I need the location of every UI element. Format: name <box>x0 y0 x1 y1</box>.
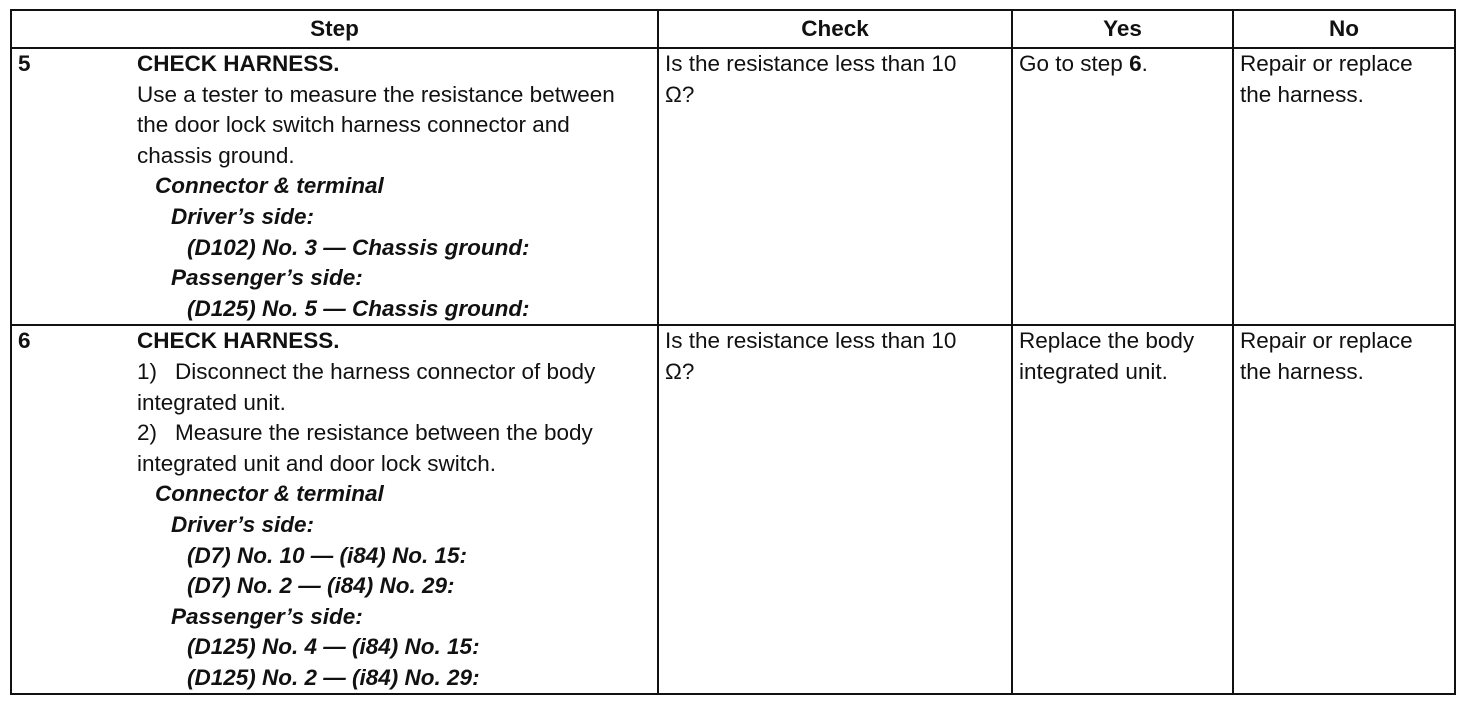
check-cell <box>658 48 1012 325</box>
step-title: CHECK HARNESS. <box>137 51 340 76</box>
no-cell <box>1233 325 1455 694</box>
no-text: the harness. <box>1240 358 1364 384</box>
no-cell <box>1233 48 1455 325</box>
step-number: 6 <box>18 328 31 354</box>
check-cell <box>658 325 1012 694</box>
substep-1: 1) Disconnect the harness connector of body <box>137 358 596 384</box>
substep-1-cont: integrated unit. <box>137 389 286 415</box>
header-step: Step <box>11 10 658 48</box>
driver-side-label: Driver’s side: <box>171 203 314 229</box>
step-text: chassis ground. <box>137 142 295 168</box>
check-text: Ω? <box>665 358 695 384</box>
yes-cell <box>1012 325 1233 694</box>
terminal-spec: (D125) No. 5 — Chassis ground: <box>187 295 530 321</box>
table-row-step-6 <box>11 325 1455 694</box>
substep-2: 2) Measure the resistance between the body <box>137 420 593 446</box>
step-number: 5 <box>18 51 31 76</box>
check-text: Is the resistance less than 10 <box>665 328 957 354</box>
terminal-spec: (D125) No. 4 — (i84) No. 15: <box>187 634 480 660</box>
diagnostic-table <box>10 9 1456 695</box>
step-title: CHECK HARNESS. <box>137 328 340 354</box>
step-text: Use a tester to measure the resistance between <box>137 81 615 107</box>
check-text: Ω? <box>665 81 695 107</box>
yes-text: Replace the body <box>1019 328 1195 354</box>
no-text: the harness. <box>1240 81 1364 107</box>
yes-text: Go to step 6. <box>1019 51 1148 76</box>
step-cell <box>11 325 658 694</box>
passenger-side-label: Passenger’s side: <box>171 603 363 629</box>
terminal-spec: (D7) No. 2 — (i84) No. 29: <box>187 573 455 599</box>
header-no: No <box>1233 10 1455 48</box>
header-yes: Yes <box>1012 10 1233 48</box>
passenger-side-label: Passenger’s side: <box>171 265 363 291</box>
connector-heading: Connector & terminal <box>155 173 384 199</box>
connector-heading: Connector & terminal <box>155 481 384 507</box>
step-reference: 6 <box>1129 51 1142 76</box>
check-text: Is the resistance less than 10 <box>665 51 957 76</box>
yes-cell <box>1012 48 1233 325</box>
no-text: Repair or replace <box>1240 328 1413 354</box>
substep-2-cont: integrated unit and door lock switch. <box>137 450 496 476</box>
terminal-spec: (D7) No. 10 — (i84) No. 15: <box>187 542 468 568</box>
step-text: the door lock switch harness connector and <box>137 112 570 138</box>
table-row-step-5 <box>11 48 1455 325</box>
header-check: Check <box>658 10 1012 48</box>
no-text: Repair or replace <box>1240 51 1413 76</box>
header-row <box>11 10 1455 48</box>
terminal-spec: (D102) No. 3 — Chassis ground: <box>187 234 530 260</box>
yes-text: integrated unit. <box>1019 358 1168 384</box>
driver-side-label: Driver’s side: <box>171 511 314 537</box>
terminal-spec: (D125) No. 2 — (i84) No. 29: <box>187 664 480 690</box>
step-cell <box>11 48 658 325</box>
